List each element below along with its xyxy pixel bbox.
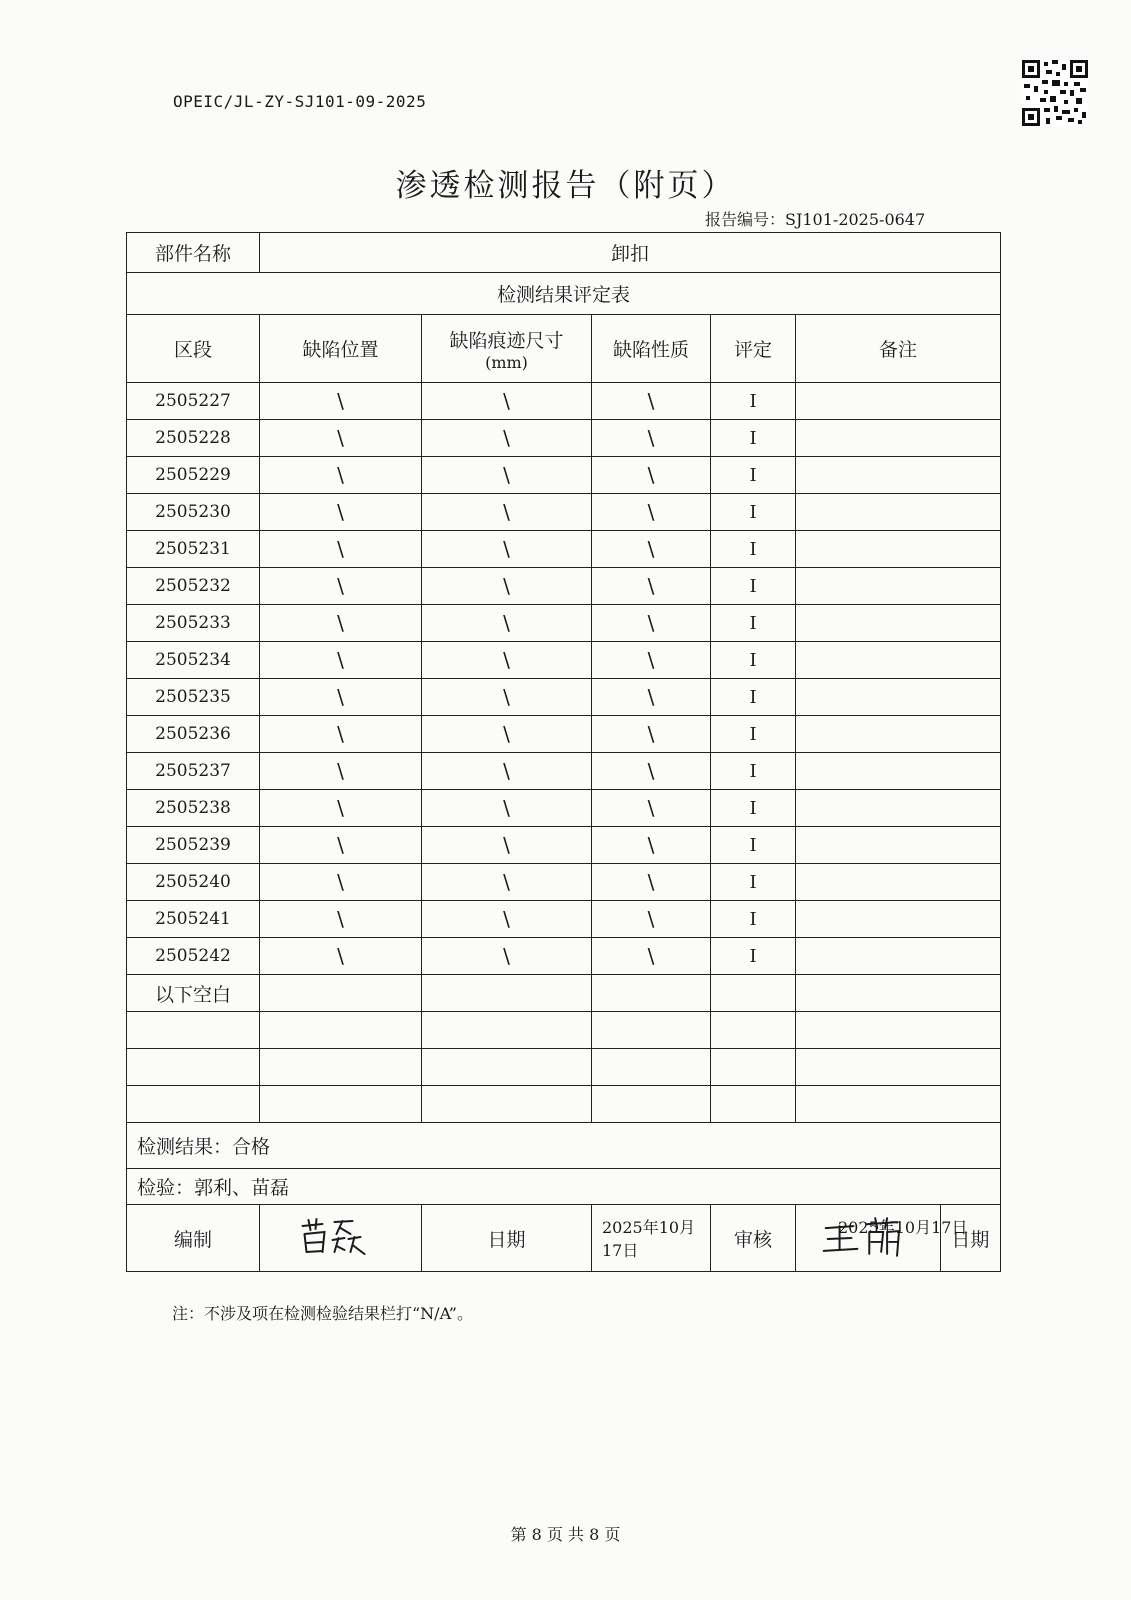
table-row [127, 457, 1001, 494]
table-row [127, 864, 1001, 901]
row-segment: 2505229 [127, 457, 260, 494]
row-size: \ [422, 790, 592, 827]
part-name-value: 卸扣 [260, 233, 1001, 273]
row-segment: 2505228 [127, 420, 260, 457]
row-remark [796, 420, 1001, 457]
row-segment: 2505241 [127, 901, 260, 938]
row-size: \ [422, 864, 592, 901]
row-size: \ [422, 679, 592, 716]
row-segment: 2505233 [127, 605, 260, 642]
blank-note: 以下空白 [127, 975, 260, 1012]
row-remark [796, 383, 1001, 420]
table-row [127, 605, 1001, 642]
row-location: \ [260, 790, 422, 827]
row-rating: I [711, 716, 796, 753]
table-row [127, 642, 1001, 679]
row-nature: \ [592, 827, 711, 864]
row-nature: \ [592, 494, 711, 531]
row-rating: I [711, 827, 796, 864]
row-location: \ [260, 457, 422, 494]
row-location: \ [260, 642, 422, 679]
row-nature: \ [592, 420, 711, 457]
table-row [127, 531, 1001, 568]
row-remark [796, 457, 1001, 494]
row-nature: \ [592, 864, 711, 901]
table-row [127, 753, 1001, 790]
row-location: \ [260, 901, 422, 938]
row-size: \ [422, 827, 592, 864]
prepared-signature [260, 1205, 422, 1272]
row-rating: I [711, 457, 796, 494]
row-rating: I [711, 605, 796, 642]
row-location: \ [260, 938, 422, 975]
table-row [127, 901, 1001, 938]
header-segment: 区段 [127, 315, 260, 383]
header-remark: 备注 [796, 315, 1001, 383]
report-number: 报告编号：SJ101-2025-0647 [705, 210, 926, 229]
prepared-label: 编制 [127, 1205, 260, 1272]
header-size [422, 315, 592, 383]
row-nature: \ [592, 901, 711, 938]
row-location: \ [260, 605, 422, 642]
table-row [127, 716, 1001, 753]
row-location: \ [260, 679, 422, 716]
row-segment: 2505232 [127, 568, 260, 605]
table-row [127, 420, 1001, 457]
row-segment: 2505231 [127, 531, 260, 568]
row-remark [796, 864, 1001, 901]
row-rating: I [711, 790, 796, 827]
row-rating: I [711, 901, 796, 938]
row-size: \ [422, 457, 592, 494]
inspection-table [126, 232, 1001, 1272]
row-nature: \ [592, 531, 711, 568]
row-location: \ [260, 716, 422, 753]
row-nature: \ [592, 679, 711, 716]
row-segment: 2505239 [127, 827, 260, 864]
row-size: \ [422, 716, 592, 753]
review-date: 2025年10月17日 [838, 1218, 968, 1237]
row-nature: \ [592, 716, 711, 753]
row-size: \ [422, 531, 592, 568]
row-remark [796, 679, 1001, 716]
row-location: \ [260, 420, 422, 457]
document-code: OPEIC/JL-ZY-SJ101-09-2025 [173, 92, 427, 111]
row-nature: \ [592, 457, 711, 494]
row-rating: I [711, 753, 796, 790]
row-size: \ [422, 605, 592, 642]
page-number: 第 8 页 共 8 页 [510, 1525, 621, 1544]
row-remark [796, 827, 1001, 864]
row-remark [796, 568, 1001, 605]
header-nature: 缺陷性质 [592, 315, 711, 383]
row-remark [796, 642, 1001, 679]
row-size: \ [422, 568, 592, 605]
row-remark [796, 901, 1001, 938]
header-size-unit: (mm) [485, 352, 528, 372]
table-row [127, 383, 1001, 420]
table-row [127, 494, 1001, 531]
row-nature: \ [592, 790, 711, 827]
table-row [127, 827, 1001, 864]
row-size: \ [422, 642, 592, 679]
row-location: \ [260, 864, 422, 901]
inspection-result: 检测结果：合格 [127, 1123, 1001, 1169]
prepared-date-label: 日期 [422, 1205, 592, 1272]
row-nature: \ [592, 568, 711, 605]
row-remark [796, 938, 1001, 975]
table-row [127, 938, 1001, 975]
row-rating: I [711, 864, 796, 901]
prepared-date: 2025年10月17日 [592, 1205, 711, 1272]
row-segment: 2505240 [127, 864, 260, 901]
row-remark [796, 605, 1001, 642]
row-remark [796, 790, 1001, 827]
row-segment: 2505238 [127, 790, 260, 827]
row-location: \ [260, 494, 422, 531]
row-size: \ [422, 420, 592, 457]
row-size: \ [422, 901, 592, 938]
row-nature: \ [592, 383, 711, 420]
row-rating: I [711, 420, 796, 457]
row-location: \ [260, 383, 422, 420]
row-segment: 2505230 [127, 494, 260, 531]
row-segment: 2505234 [127, 642, 260, 679]
table-title: 检测结果评定表 [127, 273, 1001, 315]
inspectors: 检验：郭利、苗磊 [127, 1169, 1001, 1205]
row-size: \ [422, 494, 592, 531]
row-rating: I [711, 938, 796, 975]
row-segment: 2505236 [127, 716, 260, 753]
row-segment: 2505227 [127, 383, 260, 420]
table-row [127, 679, 1001, 716]
row-size: \ [422, 383, 592, 420]
table-row [127, 568, 1001, 605]
row-remark [796, 531, 1001, 568]
review-label: 审核 [711, 1205, 796, 1272]
row-rating: I [711, 383, 796, 420]
row-remark [796, 494, 1001, 531]
footnote: 注：不涉及项在检测检验结果栏打“N/A”。 [172, 1304, 473, 1323]
header-rating: 评定 [711, 315, 796, 383]
row-location: \ [260, 753, 422, 790]
table-row [127, 790, 1001, 827]
row-rating: I [711, 531, 796, 568]
row-remark [796, 716, 1001, 753]
row-rating: I [711, 568, 796, 605]
row-nature: \ [592, 938, 711, 975]
qr-code-icon [1022, 60, 1088, 126]
row-rating: I [711, 494, 796, 531]
row-rating: I [711, 679, 796, 716]
row-rating: I [711, 642, 796, 679]
part-name-label: 部件名称 [127, 233, 260, 273]
row-segment: 2505235 [127, 679, 260, 716]
row-nature: \ [592, 642, 711, 679]
page-title: 渗透检测报告（附页） [395, 168, 736, 204]
row-segment: 2505242 [127, 938, 260, 975]
row-size: \ [422, 938, 592, 975]
review-date-label: 日期 [940, 1205, 1000, 1271]
row-location: \ [260, 827, 422, 864]
row-nature: \ [592, 605, 711, 642]
row-nature: \ [592, 753, 711, 790]
header-location: 缺陷位置 [260, 315, 422, 383]
header-size-label: 缺陷痕迹尺寸 [449, 329, 564, 352]
row-location: \ [260, 531, 422, 568]
row-segment: 2505237 [127, 753, 260, 790]
row-remark [796, 753, 1001, 790]
row-location: \ [260, 568, 422, 605]
prepared-signature-drawing [260, 1212, 421, 1260]
table-body [127, 383, 1001, 975]
row-size: \ [422, 753, 592, 790]
